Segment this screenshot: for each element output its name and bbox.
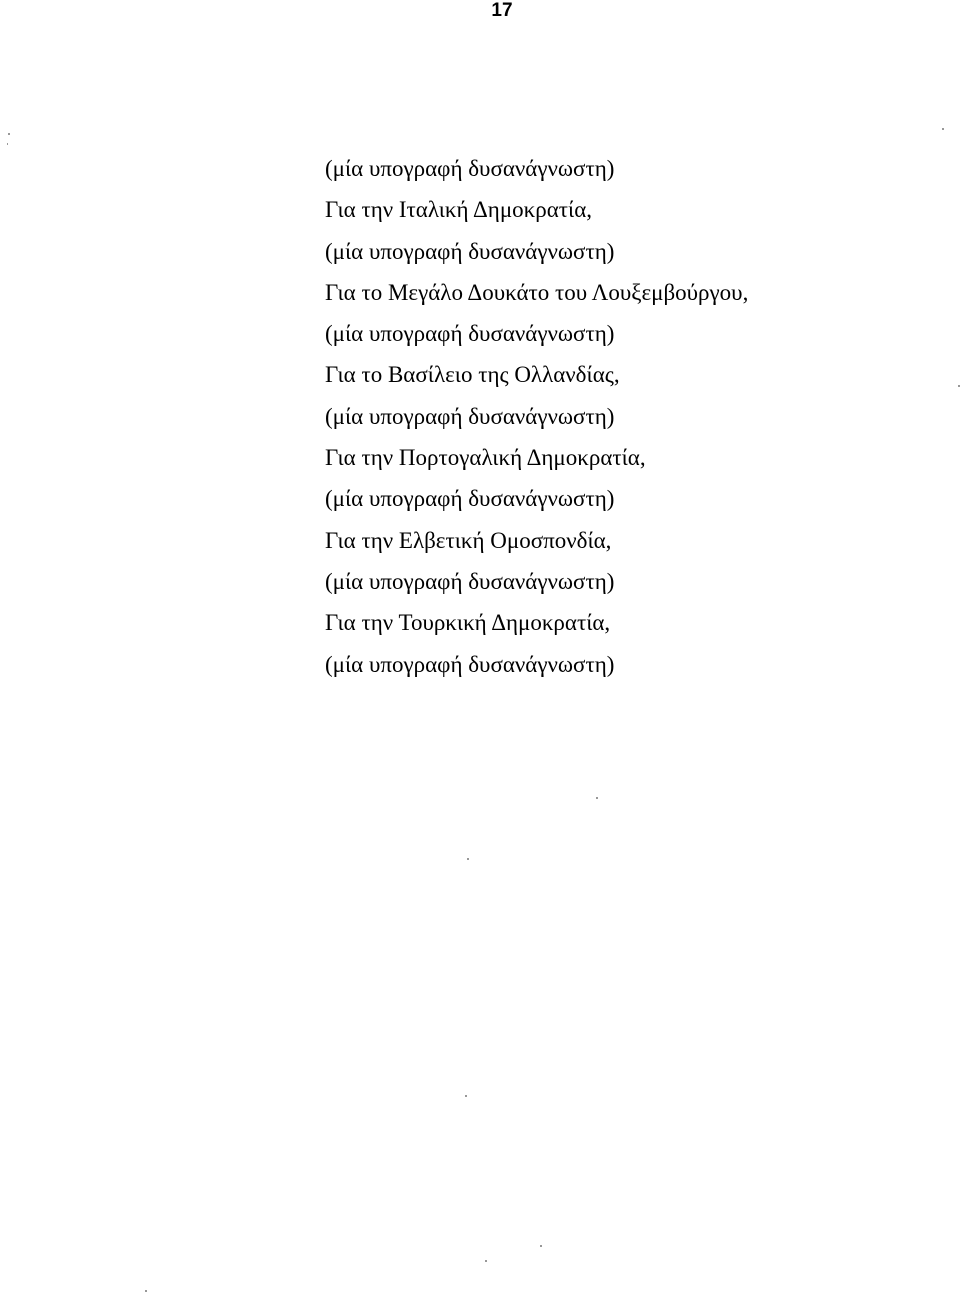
signature-note: (μία υπογραφή δυσανάγνωστη) <box>325 403 615 429</box>
signatory-country: Για την Πορτογαλική Δημοκρατία, <box>325 445 646 471</box>
signatory-country: Για την Ιταλική Δημοκρατία, <box>325 197 593 223</box>
signatory-country: Για την Ελβετική Ομοσπονδία, <box>325 527 612 553</box>
signature-note: (μία υπογραφή δυσανάγνωστη) <box>325 486 615 512</box>
signature-note: (μία υπογραφή δυσανάγνωστη) <box>325 321 615 347</box>
scan-speck <box>485 1260 487 1262</box>
signature-note: (μία υπογραφή δυσανάγνωστη) <box>325 238 615 264</box>
scan-speck <box>467 858 469 860</box>
signatory-country: Για το Μεγάλο Δουκάτο του Λουξεμβούργου, <box>325 279 749 305</box>
scan-speck <box>540 1245 542 1247</box>
signature-note: (μία υπογραφή δυσανάγνωστη) <box>325 651 615 677</box>
signatory-country: Για το Βασίλειο της Ολλανδίας, <box>325 362 620 388</box>
signature-note: (μία υπογραφή δυσανάγνωστη) <box>325 568 615 594</box>
scan-speck <box>465 1095 467 1097</box>
scan-speck <box>942 128 944 130</box>
page-number: 17 <box>491 0 513 21</box>
scan-speck <box>596 797 598 799</box>
scan-speck <box>8 133 10 135</box>
scan-speck <box>145 1290 147 1292</box>
signature-note: (μία υπογραφή δυσανάγνωστη) <box>325 156 615 181</box>
signatory-country: Για την Τουρκική Δημοκρατία, <box>325 610 611 636</box>
signature-block <box>325 148 945 685</box>
scan-speck <box>7 143 8 145</box>
